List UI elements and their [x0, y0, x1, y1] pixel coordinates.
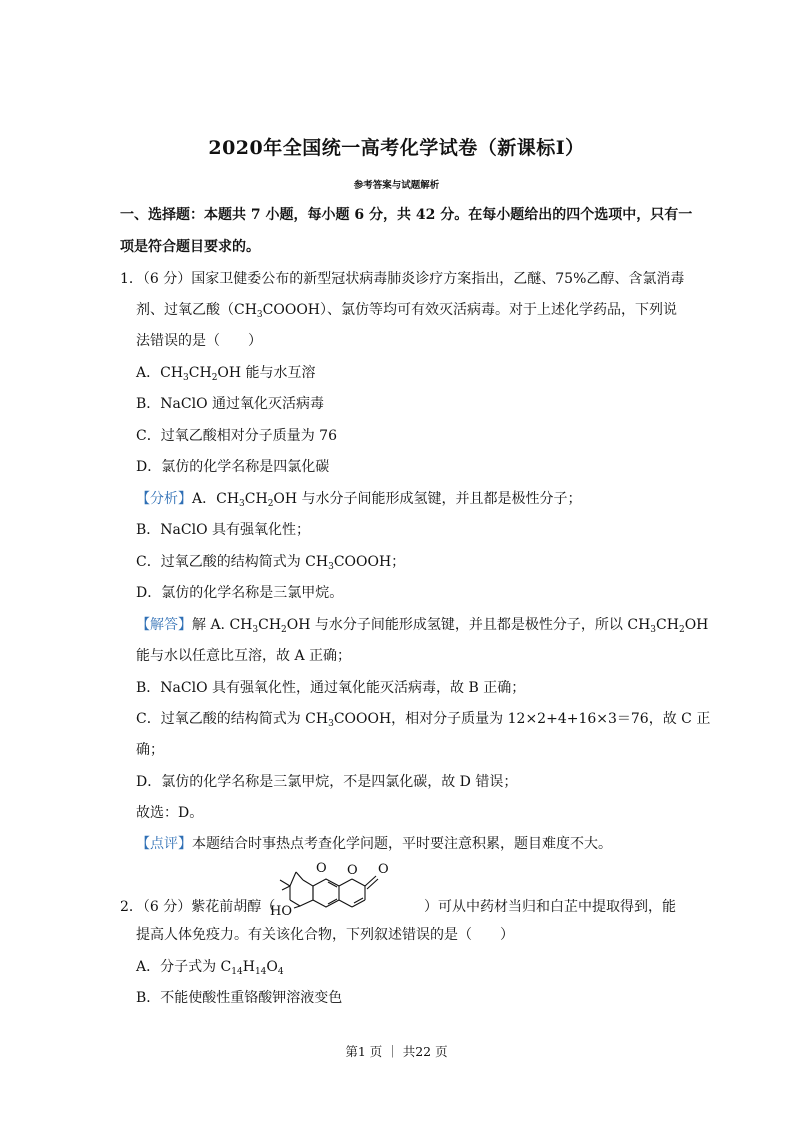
molecule-structure-image: [270, 858, 420, 918]
q1-comment: 【点评】本题结合时事热点考查化学问题，平时要注意积累，题目难度不大。: [136, 836, 612, 852]
mol-label-o-ring2: O: [347, 863, 358, 878]
section-heading-line1: 一、选择题：本题共 7 小题，每小题 6 分，共 42 分。在每小题给出的四个选项中，只有一: [120, 207, 693, 223]
mol-label-o-ring1: O: [316, 861, 327, 876]
page-footer: 第1 页 ｜ 共22 页: [345, 1044, 448, 1059]
q1-option-b: B．NaClO 通过氧化灭活病毒: [136, 396, 325, 412]
q1-stem-line2: 剂、过氧乙酸$(CH_3COOOH)$、氯仿等均可有效灭活病毒。对于上述化学药品，下列说: [136, 302, 678, 320]
q1-option-a: A．$CH_3CH_2OH$ 能与水互溶: [136, 365, 316, 383]
q1-answer-c: C．过氧乙酸的结构简式为 $CH_3COOOH$，相对分子质量为 12×2+4+16×3＝76，故 C 正: [136, 711, 711, 729]
q1-stem-line1: 1．（6 分）国家卫健委公布的新型冠状病毒肺炎诊疗方案指出，乙醚、75%乙醇、含氯消毒: [120, 271, 685, 287]
q1-stem-line3: 法错误的是（ ）: [136, 333, 262, 349]
q1-option-d: D．氯仿的化学名称是四氯化碳: [136, 459, 330, 475]
q1-answer-c-cont: 确；: [136, 742, 164, 758]
analysis-tag: 【分析】: [136, 491, 192, 507]
q1-analysis-b: B．NaClO 具有强氧化性；: [136, 522, 311, 538]
page-title: 2020年全国统一高考化学试卷（新课标Ⅰ）: [208, 137, 585, 159]
q1-option-c: C．过氧乙酸相对分子质量为 76: [136, 428, 337, 444]
q2-stem-line1a: 2．（6 分）紫花前胡醇（: [120, 899, 276, 915]
q2-option-b: B．不能使酸性重铬酸钾溶液变色: [136, 990, 343, 1006]
answer-tag: 【解答】: [136, 617, 192, 633]
mol-label-ho: HO: [270, 904, 292, 918]
q1-choice: 故选：D。: [136, 805, 204, 821]
q1-answer-a: 【解答】解 A. $CH_3CH_2OH$ 与水分子间能形成氢键，并且都是极性分子，所以 $CH_3CH_2OH$: [136, 617, 709, 635]
q2-stem-line2: 提高人体免疫力。有关该化合物，下列叙述错误的是（ ）: [136, 927, 514, 943]
q1-answer-b: B．NaClO 具有强氧化性，通过氧化能灭活病毒，故 B 正确；: [136, 680, 526, 696]
q1-analysis-a: 【分析】A．$CH_3CH_2OH$ 与水分子间能形成氢键，并且都是极性分子；: [136, 491, 582, 509]
mol-label-o-keto: O: [378, 862, 389, 877]
q1-analysis-c: C．过氧乙酸的结构简式为 $CH_3COOOH$；: [136, 554, 406, 572]
q1-analysis-d: D．氯仿的化学名称是三氯甲烷。: [136, 585, 344, 601]
q1-answer-d: D．氯仿的化学名称是三氯甲烷，不是四氯化碳，故 D 错误；: [136, 774, 518, 790]
bond-left-ring: [290, 880, 313, 906]
section-heading-line2: 项是符合题目要求的。: [120, 239, 260, 255]
q2-option-a: A．分子式为 $C_{14}H_{14}O_4$: [136, 959, 284, 977]
q1-answer-a-cont: 能与水以任意比互溶，故 A 正确；: [136, 648, 352, 664]
comment-tag: 【点评】: [136, 836, 192, 852]
q2-stem-line1b: ）可从中药材当归和白芷中提取得到，能: [424, 899, 676, 915]
page-subtitle: 参考答案与试题解析: [353, 180, 440, 191]
